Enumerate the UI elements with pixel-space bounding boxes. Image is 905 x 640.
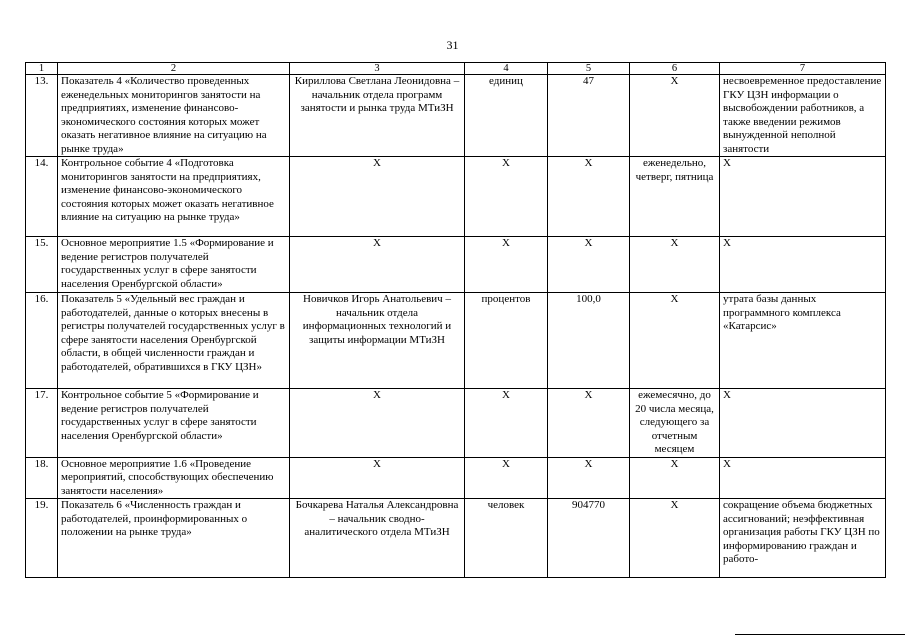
row-responsible-cell: Бочкарева Наталья Александровна – начальник сводно-аналитического отдела МТиЗН	[290, 499, 465, 578]
row-number-cell: 17.	[26, 389, 58, 458]
table-header-row	[26, 63, 886, 75]
row-number-cell: 14.	[26, 157, 58, 237]
row-risk-cell: X	[720, 237, 886, 293]
row-name-cell: Основное мероприятие 1.6 «Проведение мероприятий, способствующих обеспечению занятости населения»	[58, 457, 290, 499]
row-unit-cell: единиц	[465, 75, 548, 157]
row-risk-cell: X	[720, 457, 886, 499]
row-risk-cell: утрата базы данных программного комплекса «Катарсис»	[720, 293, 886, 389]
row-name-cell: Показатель 6 «Численность граждан и работодателей, проинформированных о положении на рынке труда»	[58, 499, 290, 578]
row-risk-cell: X	[720, 157, 886, 237]
row-deadline-cell: еженедельно, четверг, пятница	[630, 157, 720, 237]
row-plan-value-cell: X	[548, 157, 630, 237]
row-unit-cell: X	[465, 237, 548, 293]
row-plan-value-cell: 904770	[548, 499, 630, 578]
row-number-cell: 16.	[26, 293, 58, 389]
indicators-table	[25, 62, 886, 578]
row-plan-value-cell: 47	[548, 75, 630, 157]
row-responsible-cell: X	[290, 389, 465, 458]
row-number-cell: 19.	[26, 499, 58, 578]
row-unit-cell: X	[465, 157, 548, 237]
row-deadline-cell: X	[630, 457, 720, 499]
header-cell: 6	[630, 63, 720, 75]
row-plan-value-cell: X	[548, 237, 630, 293]
table-row	[26, 457, 886, 499]
table-row	[26, 157, 886, 237]
row-unit-cell: X	[465, 389, 548, 458]
row-number-cell: 13.	[26, 75, 58, 157]
row-plan-value-cell: X	[548, 457, 630, 499]
header-cell: 3	[290, 63, 465, 75]
row-unit-cell: человек	[465, 499, 548, 578]
row-name-cell: Контрольное событие 5 «Формирование и ведение регистров получателей государственных услуг в сфере занятости населения Оренбургской области»	[58, 389, 290, 458]
row-number-cell: 15.	[26, 237, 58, 293]
row-responsible-cell: Новичков Игорь Анатольевич – начальник отдела информационных технологий и защиты информации МТиЗН	[290, 293, 465, 389]
row-responsible-cell: X	[290, 457, 465, 499]
row-name-cell: Показатель 5 «Удельный вес граждан и работодателей, данные о которых внесены в регистры получателей государственных услуг в сфере занятости населения Оренбургской области, в общей численности граждан и работодателей, обратившихся в ГКУ ЦЗН»	[58, 293, 290, 389]
row-responsible-cell: X	[290, 237, 465, 293]
row-plan-value-cell: X	[548, 389, 630, 458]
table-row	[26, 237, 886, 293]
row-deadline-cell: X	[630, 75, 720, 157]
page-number: 31	[446, 38, 459, 52]
row-name-cell: Показатель 4 «Количество проведенных еженедельных мониторингов занятости на предприятиях, изменение финансово-экономического состояния которых может оказать негативное влияние на ситуацию на рынке труда»	[58, 75, 290, 157]
row-deadline-cell: ежемесячно, до 20 числа месяца, следующего за отчетным месяцем	[630, 389, 720, 458]
header-cell: 5	[548, 63, 630, 75]
table-row	[26, 293, 886, 389]
table-row	[26, 499, 886, 578]
row-unit-cell: процентов	[465, 293, 548, 389]
row-number-cell: 18.	[26, 457, 58, 499]
row-unit-cell: X	[465, 457, 548, 499]
row-name-cell: Контрольное событие 4 «Подготовка мониторингов занятости на предприятиях, изменение финансово-экономического состояния которых может оказать негативное влияние на ситуацию на рынке труда»	[58, 157, 290, 237]
row-responsible-cell: X	[290, 157, 465, 237]
row-name-cell: Основное мероприятие 1.5 «Формирование и ведение регистров получателей государственных услуг в сфере занятости населения Оренбургской области»	[58, 237, 290, 293]
row-deadline-cell: X	[630, 237, 720, 293]
bottom-rule	[735, 634, 905, 635]
row-risk-cell: сокращение объема бюджетных ассигнований; неэффективная организация работы ГКУ ЦЗН по информированию граждан и работо-	[720, 499, 886, 578]
row-plan-value-cell: 100,0	[548, 293, 630, 389]
header-cell: 2	[58, 63, 290, 75]
header-cell: 1	[26, 63, 58, 75]
table-row	[26, 75, 886, 157]
table-row	[26, 389, 886, 458]
row-risk-cell: несвоевременное предоставление ГКУ ЦЗН информации о высвобождении работников, а также введении режимов вынужденной неполной занятости	[720, 75, 886, 157]
header-cell: 7	[720, 63, 886, 75]
row-risk-cell: X	[720, 389, 886, 458]
row-responsible-cell: Кириллова Светлана Леонидовна – начальник отдела программ занятости и рынка труда МТиЗН	[290, 75, 465, 157]
row-deadline-cell: X	[630, 293, 720, 389]
row-deadline-cell: X	[630, 499, 720, 578]
header-cell: 4	[465, 63, 548, 75]
